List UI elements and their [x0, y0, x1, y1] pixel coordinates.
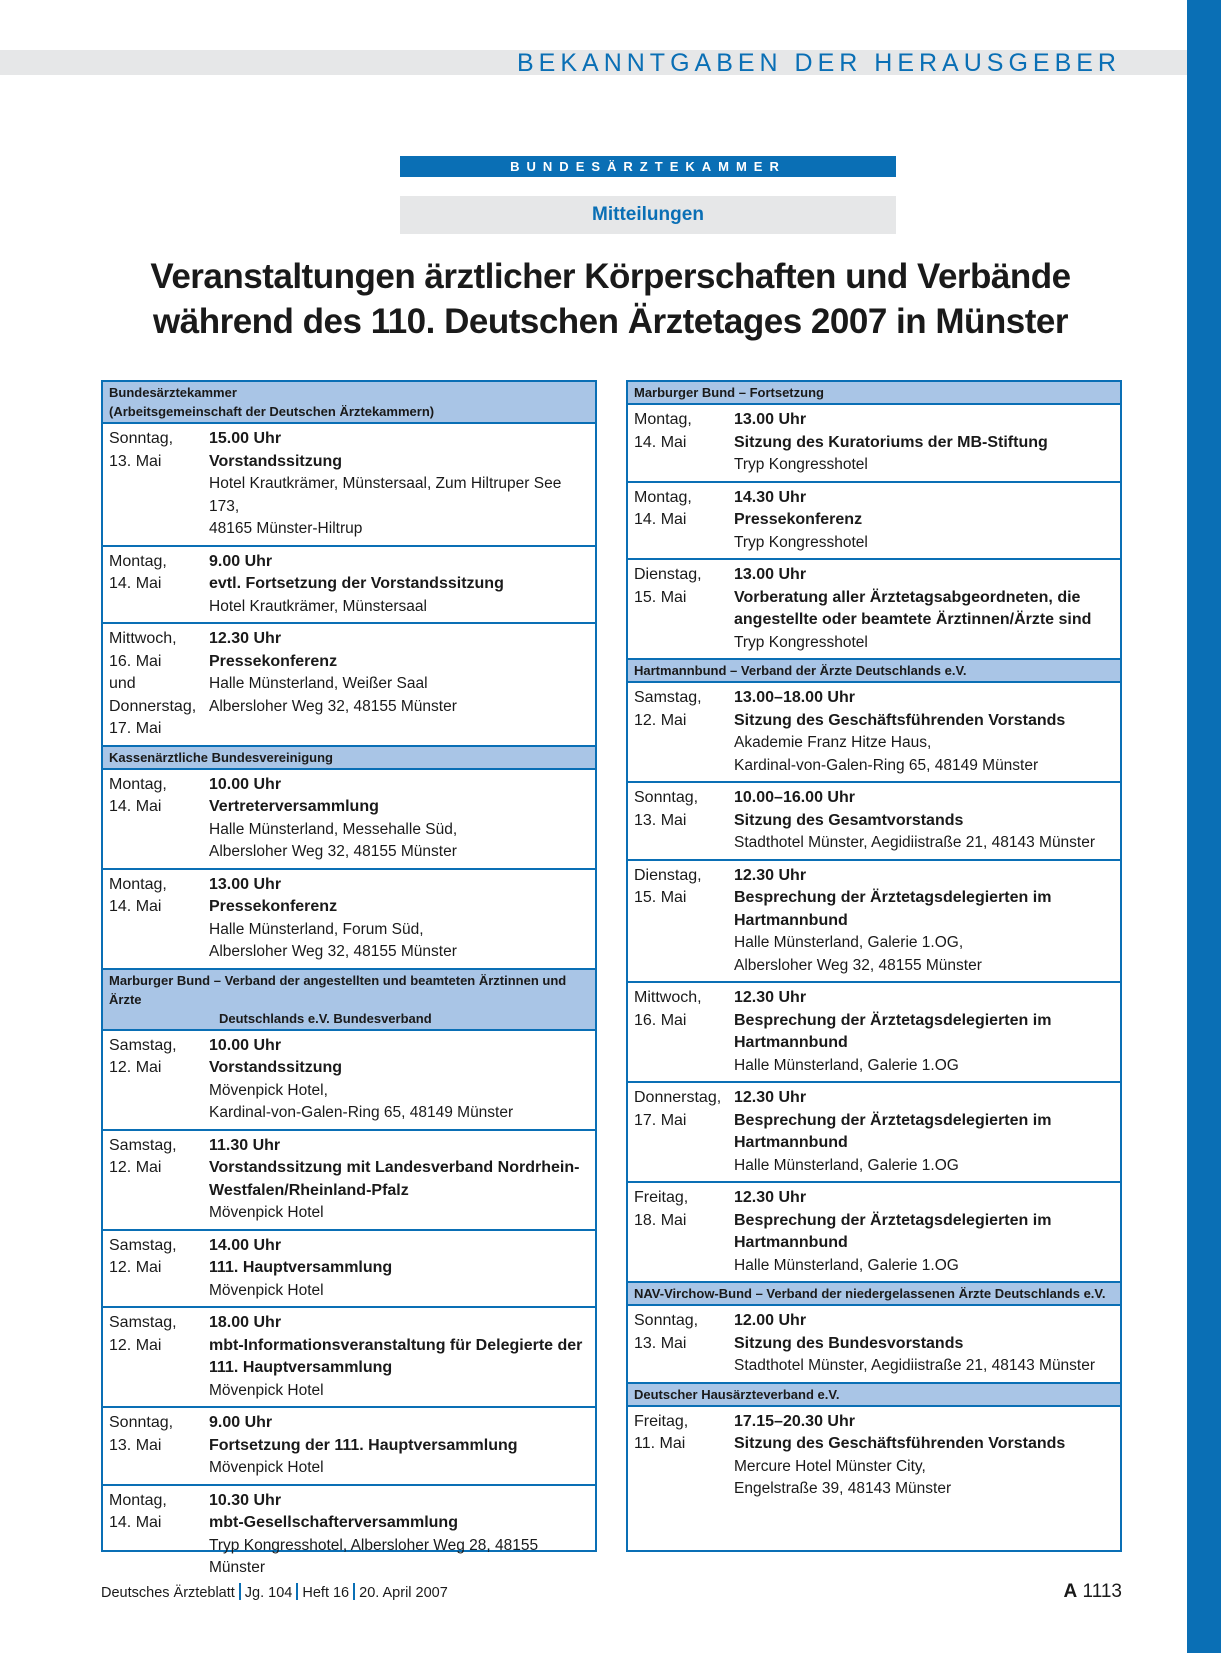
event-name: Besprechung der Ärztetagsdelegierten im Hartmannbund	[734, 1111, 1052, 1151]
event-day: Samstag, 12. Mai	[109, 1314, 177, 1354]
group-header	[628, 382, 1120, 405]
event-day: Montag, 14. Mai	[109, 552, 167, 592]
page-number-value: 1113	[1082, 1581, 1122, 1602]
event-time: 12.30 Uhr	[209, 630, 282, 647]
event-row	[103, 1231, 595, 1309]
event-info	[209, 1412, 589, 1480]
event-day: Samstag, 12. Mai	[109, 1136, 177, 1176]
event-row	[628, 861, 1120, 984]
event-place: Halle Münsterland, Weißer Saal Albersloher Weg 32, 48155 Münster	[209, 675, 457, 715]
event-place: Halle Münsterland, Galerie 1.OG	[734, 1156, 959, 1174]
event-time: 14.00 Uhr	[209, 1236, 282, 1254]
event-row	[103, 547, 595, 625]
event-day: Samstag, 12. Mai	[109, 1236, 177, 1276]
event-row	[628, 1183, 1120, 1283]
section-title: BEKANNTGABEN DER HERAUSGEBER	[517, 49, 1121, 77]
event-day: Freitag, 11. Mai	[634, 1412, 689, 1452]
event-place: Mercure Hotel Münster City, Engelstraße 39, 48143 Münster	[734, 1457, 952, 1497]
event-day: Sonntag, 13. Mai	[634, 789, 699, 829]
right-edge-bar	[1187, 0, 1221, 1653]
event-place: Tryp Kongresshotel	[734, 456, 868, 473]
event-time: 12.30 Uhr	[734, 1089, 807, 1106]
event-name: Pressekonferenz	[209, 652, 338, 670]
event-name: Besprechung der Ärztetagsdelegierten im Hartmannbund	[734, 1011, 1052, 1051]
event-info	[734, 787, 1114, 855]
event-row	[103, 1486, 595, 1584]
event-row	[628, 683, 1120, 783]
event-day: Montag, 14. Mai	[634, 411, 692, 451]
right-column	[626, 380, 1122, 1552]
event-day: Mittwoch, 16. Mai	[634, 989, 702, 1029]
event-name: Sitzung des Geschäftsführenden Vorstands	[734, 711, 1066, 729]
event-name: Besprechung der Ärztetagsdelegierten im Hartmannbund	[734, 1211, 1052, 1251]
event-name: 111. Hauptversammlung	[209, 1259, 393, 1276]
event-info	[209, 874, 589, 964]
event-info	[209, 774, 589, 864]
event-row	[628, 983, 1120, 1083]
event-day: Mittwoch, 16. Mai und Donnerstag, 17. Mai	[109, 630, 197, 737]
event-info	[734, 487, 1114, 555]
page-title	[0, 254, 1221, 344]
event-row	[103, 424, 595, 547]
left-column	[101, 380, 597, 1576]
page-prefix: A	[1063, 1581, 1078, 1602]
event-info	[734, 1411, 1114, 1501]
event-row	[628, 483, 1120, 561]
group-header-line: Deutschlands e.V. Bundesverband	[219, 1010, 432, 1026]
event-day: Samstag, 12. Mai	[109, 1036, 177, 1076]
group-header-line: Bundesärztekammer	[109, 385, 237, 400]
event-place: Akademie Franz Hitze Haus, Kardinal-von-Galen-Ring 65, 48149 Münster	[734, 734, 1039, 774]
event-place: Mövenpick Hotel	[209, 1459, 324, 1476]
org-label: BUNDESÄRZTEKAMMER	[400, 156, 896, 177]
event-place: Tryp Kongresshotel	[734, 533, 868, 551]
group-header-line: Deutscher Hausärzteverband e.V.	[634, 1386, 840, 1402]
event-name: Vorberatung aller Ärztetagsabgeordneten, die angestellte oder beamtete Ärztinnen/Ärzte sind	[734, 588, 1092, 628]
event-day: Montag, 14. Mai	[109, 875, 167, 915]
event-row	[103, 1131, 595, 1231]
event-info	[734, 1087, 1114, 1177]
footer-separator	[296, 1583, 298, 1600]
event-name: Sitzung des Bundesvorstands	[734, 1334, 964, 1352]
event-place: Mövenpick Hotel	[209, 1381, 324, 1399]
event-place: Hotel Krautkrämer, Münstersaal	[209, 597, 427, 615]
event-row	[628, 405, 1120, 483]
event-name: evtl. Fortsetzung der Vorstandssitzung	[209, 575, 504, 592]
event-time: 12.30 Uhr	[734, 1189, 807, 1206]
journal-date: 20. April 2007	[359, 1585, 448, 1601]
group-header-line: Hartmannbund – Verband der Ärzte Deutschlands e.V.	[634, 663, 967, 678]
group-header	[628, 1384, 1120, 1407]
event-day: Donnerstag, 17. Mai	[634, 1089, 722, 1129]
event-info	[734, 987, 1114, 1077]
event-info	[209, 628, 589, 741]
event-name: Sitzung des Geschäftsführenden Vorstands	[734, 1435, 1066, 1452]
subsection-label: Mitteilungen	[400, 196, 896, 234]
event-row	[103, 1031, 595, 1131]
event-time: 15.00 Uhr	[209, 430, 282, 447]
event-info	[209, 1035, 589, 1125]
event-name: mbt-Informationsveranstaltung für Delegierte der 111. Hauptversammlung	[209, 1336, 583, 1376]
event-name: Besprechung der Ärztetagsdelegierten im Hartmannbund	[734, 889, 1052, 929]
event-info	[734, 687, 1114, 777]
event-info	[734, 409, 1114, 477]
group-header	[103, 747, 595, 770]
event-place: Mövenpick Hotel	[209, 1281, 324, 1299]
group-header-line: Kassenärztliche Bundesvereinigung	[109, 749, 333, 765]
event-info	[209, 1490, 589, 1580]
footer-citation	[101, 1583, 448, 1603]
event-info	[209, 551, 589, 619]
event-day: Sonntag, 13. Mai	[109, 430, 174, 470]
event-name: Vorstandssitzung mit Landesverband Nordrhein-Westfalen/Rheinland-Pfalz	[209, 1159, 580, 1199]
event-name: Sitzung des Gesamtvorstands	[734, 811, 964, 829]
event-info	[734, 865, 1114, 978]
event-time: 13.00 Uhr	[734, 411, 807, 428]
event-name: Vorstandssitzung	[209, 1059, 343, 1076]
footer-separator	[239, 1583, 241, 1600]
event-name: Vertreterversammlung	[209, 798, 379, 815]
event-day: Samstag, 12. Mai	[634, 689, 702, 729]
event-info	[734, 564, 1114, 654]
event-row	[628, 1083, 1120, 1183]
event-day: Dienstag, 15. Mai	[634, 566, 702, 606]
group-header	[628, 660, 1120, 683]
event-time: 9.00 Uhr	[209, 552, 273, 570]
event-day: Sonntag, 13. Mai	[109, 1414, 174, 1454]
event-info	[734, 1310, 1114, 1378]
event-time: 14.30 Uhr	[734, 488, 807, 506]
event-info	[209, 1312, 589, 1402]
event-row	[628, 1306, 1120, 1384]
event-place: Halle Münsterland, Galerie 1.OG, Albersloher Weg 32, 48155 Münster	[734, 934, 982, 974]
group-header-line: Marburger Bund – Verband der angestellten und beamteten Ärztinnen und Ärzte	[109, 972, 567, 1007]
event-info	[209, 428, 589, 541]
event-time: 11.30 Uhr	[209, 1136, 281, 1154]
event-row	[628, 560, 1120, 660]
event-place: Mövenpick Hotel	[209, 1204, 324, 1221]
group-header-line: Marburger Bund – Fortsetzung	[634, 385, 824, 400]
event-time: 10.00 Uhr	[209, 775, 282, 793]
event-day: Montag, 14. Mai	[109, 775, 167, 815]
event-place: Stadthotel Münster, Aegidiistraße 21, 48143 Münster	[734, 1357, 1096, 1374]
journal-issue: Heft 16	[302, 1585, 350, 1601]
event-time: 10.30 Uhr	[209, 1491, 282, 1509]
journal-name: Deutsches Ärzteblatt	[101, 1585, 235, 1601]
event-place: Halle Münsterland, Galerie 1.OG	[734, 1256, 959, 1274]
event-name: Pressekonferenz	[209, 898, 338, 915]
event-name: Vorstandssitzung	[209, 452, 343, 470]
group-header	[103, 970, 595, 1031]
group-header-line: (Arbeitsgemeinschaft der Deutschen Ärztekammern)	[109, 404, 435, 419]
event-place: Tryp Kongresshotel	[734, 633, 868, 651]
event-place: Stadthotel Münster, Aegidiistraße 21, 48143 Münster	[734, 834, 1096, 851]
event-name: Fortsetzung der 111. Hauptversammlung	[209, 1436, 518, 1454]
event-row	[103, 624, 595, 747]
event-day: Montag, 14. Mai	[109, 1491, 167, 1531]
event-row	[103, 770, 595, 870]
event-time: 9.00 Uhr	[209, 1414, 273, 1431]
event-place: Mövenpick Hotel, Kardinal-von-Galen-Ring 65, 48149 Münster	[209, 1081, 514, 1121]
event-time: 12.00 Uhr	[734, 1312, 807, 1329]
event-time: 13.00–18.00 Uhr	[734, 689, 855, 706]
event-day: Montag, 14. Mai	[634, 488, 692, 528]
event-day: Freitag, 18. Mai	[634, 1189, 689, 1229]
event-row	[103, 1408, 595, 1486]
event-time: 13.00 Uhr	[209, 875, 282, 893]
group-header	[103, 382, 595, 424]
event-info	[209, 1235, 589, 1303]
event-time: 12.30 Uhr	[734, 989, 807, 1006]
event-name: mbt-Gesellschafterversammlung	[209, 1514, 458, 1531]
title-line-1: Veranstaltungen ärztlicher Körperschaften und Verbände	[150, 257, 1071, 296]
event-row	[628, 1407, 1120, 1505]
group-header-line: NAV-Virchow-Bund – Verband der niedergelassenen Ärzte Deutschlands e.V.	[634, 1286, 1106, 1301]
event-time: 18.00 Uhr	[209, 1314, 282, 1331]
event-time: 12.30 Uhr	[734, 866, 807, 884]
event-time: 17.15–20.30 Uhr	[734, 1412, 855, 1430]
event-row	[103, 1308, 595, 1408]
event-place: Halle Münsterland, Messehalle Süd, Albersloher Weg 32, 48155 Münster	[209, 820, 458, 860]
event-place: Tryp Kongresshotel, Albersloher Weg 28, 48155 Münster	[209, 1536, 539, 1576]
event-row	[103, 870, 595, 970]
event-place: Halle Münsterland, Galerie 1.OG	[734, 1056, 959, 1074]
page-number	[1064, 1580, 1122, 1604]
event-info	[734, 1187, 1114, 1277]
group-header	[628, 1283, 1120, 1306]
event-time: 10.00 Uhr	[209, 1036, 282, 1054]
event-time: 10.00–16.00 Uhr	[734, 789, 855, 806]
journal-volume: Jg. 104	[244, 1585, 293, 1601]
event-name: Sitzung des Kuratoriums der MB-Stiftung	[734, 433, 1048, 451]
title-line-2: während des 110. Deutschen Ärztetages 2007 in Münster	[153, 302, 1068, 341]
event-day: Sonntag, 13. Mai	[634, 1312, 699, 1352]
event-time: 13.00 Uhr	[734, 566, 807, 583]
event-day: Dienstag, 15. Mai	[634, 866, 702, 906]
event-place: Hotel Krautkrämer, Münstersaal, Zum Hiltruper See 173, 48165 Münster-Hiltrup	[209, 475, 562, 537]
event-row	[628, 783, 1120, 861]
event-info	[209, 1135, 589, 1225]
footer-separator	[353, 1583, 355, 1600]
event-name: Pressekonferenz	[734, 511, 863, 528]
event-place: Halle Münsterland, Forum Süd, Albersloher Weg 32, 48155 Münster	[209, 920, 457, 960]
